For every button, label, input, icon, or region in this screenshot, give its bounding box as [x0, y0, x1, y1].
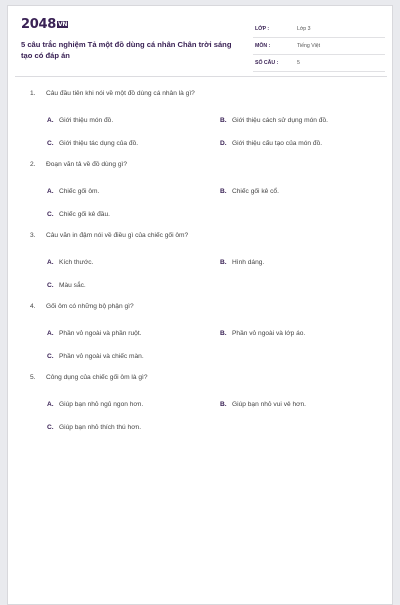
option-d[interactable] — [220, 132, 322, 155]
worksheet-page — [7, 5, 393, 605]
option-key: C. — [47, 353, 54, 360]
header — [21, 15, 385, 67]
option-text: Kích thước. — [59, 259, 94, 266]
question-text — [30, 230, 380, 242]
question-label: Câu đầu tiên khi nói về một đồ dùng cá nhân là gì? — [46, 90, 195, 97]
option-c[interactable] — [47, 203, 110, 226]
question-text — [30, 301, 380, 313]
question-text — [30, 159, 380, 171]
option-a[interactable] — [47, 393, 143, 416]
option-key: B. — [220, 117, 227, 124]
question-2 — [30, 159, 380, 230]
site-logo[interactable] — [21, 17, 68, 32]
meta-row-subject — [253, 38, 385, 55]
question-text — [30, 88, 380, 100]
option-b[interactable] — [220, 322, 305, 345]
question-number: 2. — [30, 161, 36, 168]
option-text: Chiếc gối kê cổ. — [232, 188, 279, 195]
option-key: A. — [47, 188, 54, 195]
option-b[interactable] — [220, 251, 264, 274]
option-a[interactable] — [47, 109, 113, 132]
option-c[interactable] — [47, 132, 138, 155]
meta-key: LỚP : — [255, 26, 270, 32]
option-text: Phần vỏ ngoài và phần ruột. — [59, 330, 142, 337]
option-text: Giúp bạn nhỏ vui vẻ hơn. — [232, 401, 306, 408]
option-key: B. — [220, 259, 227, 266]
option-c[interactable] — [47, 345, 144, 368]
option-text: Giới thiệu món đồ. — [59, 117, 114, 124]
option-a[interactable] — [47, 322, 141, 345]
question-number: 5. — [30, 374, 36, 381]
question-number: 1. — [30, 90, 36, 97]
option-text: Chiếc gối kê đầu. — [59, 211, 110, 218]
option-b[interactable] — [220, 393, 306, 416]
question-number: 4. — [30, 303, 36, 310]
option-b[interactable] — [220, 180, 279, 203]
question-label: Công dụng của chiếc gối ôm là gì? — [46, 374, 148, 381]
question-4 — [30, 301, 380, 372]
question-list — [30, 88, 380, 443]
option-key: C. — [47, 424, 54, 431]
logo-text: 2048 — [21, 17, 56, 32]
option-key: A. — [47, 330, 54, 337]
question-number: 3. — [30, 232, 36, 239]
option-text: Giúp bạn nhỏ ngủ ngon hơn. — [59, 401, 144, 408]
meta-info — [253, 21, 385, 72]
option-text: Giúp bạn nhỏ thích thú hơn. — [59, 424, 142, 431]
option-key: A. — [47, 401, 54, 408]
question-label: Đoạn văn tả về đồ dùng gì? — [46, 161, 128, 168]
option-text: Chiếc gối ôm. — [59, 188, 100, 195]
question-1 — [30, 88, 380, 159]
question-label: Gối ôm có những bộ phận gì? — [46, 303, 134, 310]
meta-row-class — [253, 21, 385, 38]
option-text: Màu sắc. — [59, 282, 86, 289]
option-text: Hình dáng. — [232, 259, 265, 266]
meta-key: SỐ CÂU : — [255, 60, 279, 66]
option-text: Phần vỏ ngoài và lớp áo. — [232, 330, 306, 337]
option-text: Phần vỏ ngoài và chiếc màn. — [59, 353, 144, 360]
option-key: A. — [47, 117, 54, 124]
option-text: Giới thiệu cách sử dụng món đồ. — [232, 117, 328, 124]
option-text: Giới thiệu tác dụng của đồ. — [59, 140, 139, 147]
option-key: B. — [220, 401, 227, 408]
header-divider — [15, 76, 387, 77]
option-a[interactable] — [47, 180, 99, 203]
option-b[interactable] — [220, 109, 328, 132]
meta-row-count — [253, 55, 385, 72]
logo-suffix: VN — [57, 21, 68, 28]
option-key: D. — [220, 140, 227, 147]
meta-value: Tiếng Việt — [297, 43, 321, 49]
option-c[interactable] — [47, 416, 141, 439]
meta-key: MÔN : — [255, 43, 271, 49]
option-text: Giới thiệu cấu tạo của món đồ. — [232, 140, 323, 147]
meta-value: Lớp 3 — [297, 26, 311, 32]
question-5 — [30, 372, 380, 443]
meta-value: 5 — [297, 60, 300, 66]
option-key: C. — [47, 140, 54, 147]
option-key: C. — [47, 211, 54, 218]
question-label: Câu văn in đậm nói về điều gì của chiếc gối ôm? — [46, 232, 189, 239]
option-key: A. — [47, 259, 54, 266]
document-title: 5 câu trắc nghiệm Tả một đồ dùng cá nhân Chân trời sáng tạo có đáp án — [21, 40, 232, 60]
option-c[interactable] — [47, 274, 86, 297]
option-a[interactable] — [47, 251, 93, 274]
option-key: B. — [220, 330, 227, 337]
option-key: C. — [47, 282, 54, 289]
option-key: B. — [220, 188, 227, 195]
question-text — [30, 372, 380, 384]
question-3 — [30, 230, 380, 301]
